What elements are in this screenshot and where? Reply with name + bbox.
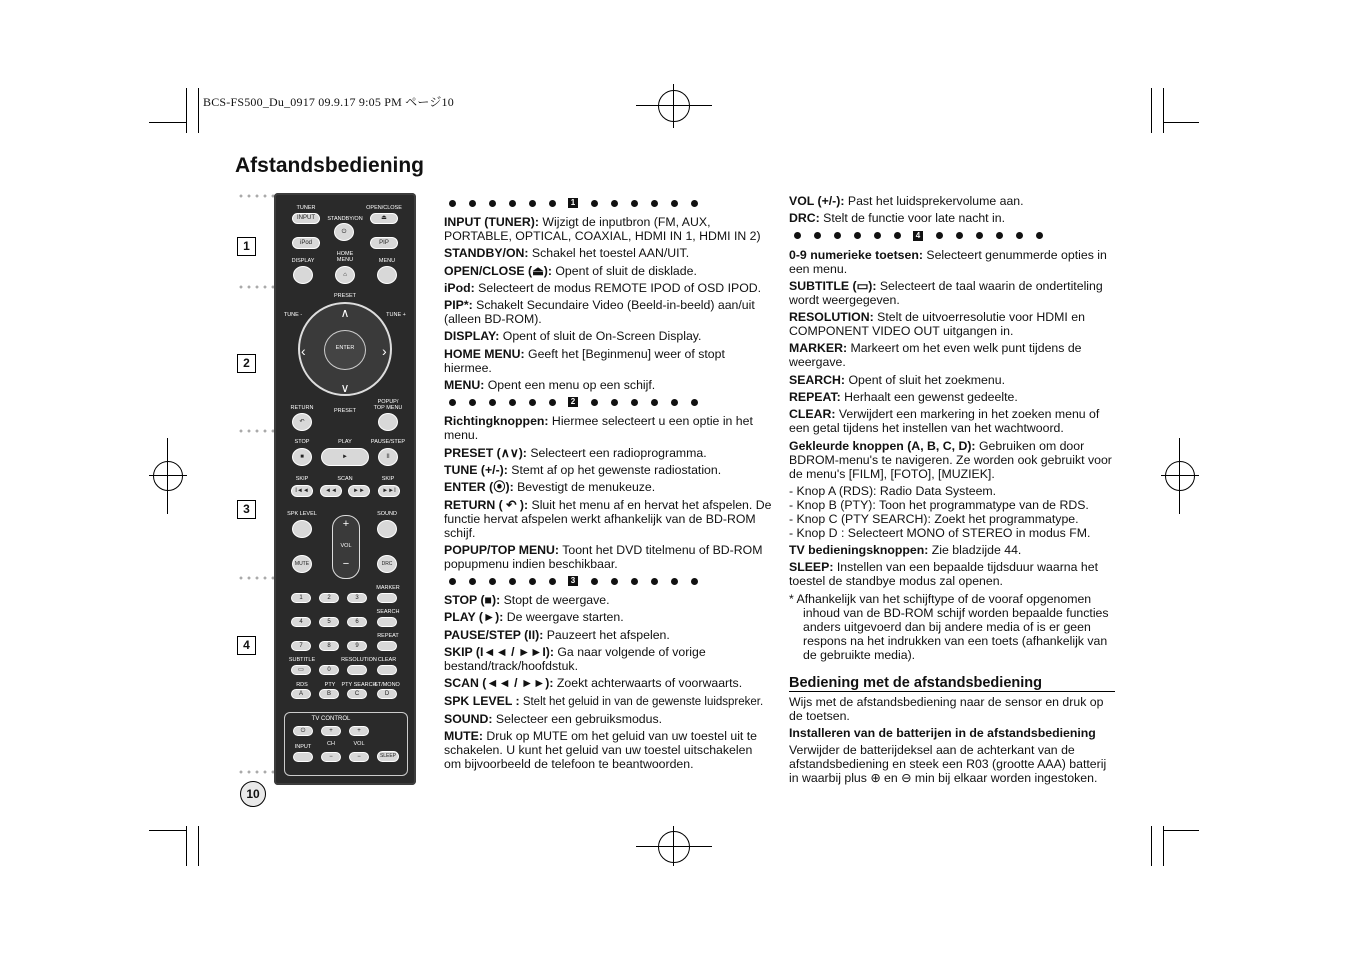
play-icon: ► bbox=[321, 448, 369, 466]
page-number: 10 bbox=[240, 781, 266, 807]
button-d: D bbox=[377, 689, 397, 699]
ch-up-icon: + bbox=[321, 726, 341, 736]
eject-icon: ⏏ bbox=[370, 213, 398, 224]
description-column-1 bbox=[444, 194, 772, 775]
tune-plus-label: TUNE + bbox=[386, 312, 406, 318]
desc-item: CLEAR: Verwijdert een markering in het zoeken menu of een getal tijdens het instellen van het wachtwoord. bbox=[789, 407, 1100, 436]
desc-item: INPUT (TUNER): Wijzigt de inputbron (FM, AUX, PORTABLE, OPTICAL, COAXIAL, HDMI IN 1, HDMI IN 2) bbox=[444, 215, 761, 243]
skip-back-icon: I◄◄ bbox=[291, 485, 313, 497]
vol-label: VOL bbox=[340, 543, 352, 549]
pause-icon: II bbox=[378, 448, 398, 466]
skip-right-label: SKIP bbox=[381, 476, 395, 482]
right-arrow-icon: › bbox=[382, 343, 387, 359]
spk-level-label: SPK LEVEL bbox=[287, 511, 317, 517]
desc-item: POPUP/TOP MENU: Toont het DVD titelmenu of BD-ROM popupmenu indien beschikbaar. bbox=[444, 542, 763, 571]
return-label: RETURN bbox=[290, 405, 314, 411]
tune-minus-label: TUNE - bbox=[283, 312, 303, 318]
list-item: - Knop C (PTY SEARCH): Zoekt het programmatype. bbox=[789, 511, 1079, 526]
menu-button bbox=[377, 266, 397, 284]
pause-label: PAUSE/STEP bbox=[370, 439, 406, 445]
st-mono-label: ST/MONO bbox=[374, 682, 400, 688]
tuner-label: TUNER bbox=[296, 205, 316, 211]
tv-input-button bbox=[293, 752, 313, 762]
desc-item: 0-9 numerieke toetsen: Selecteert genummerde opties in een menu. bbox=[789, 247, 1107, 276]
desc-item: SPK LEVEL : Stelt het geluid in van de gewenste luidspreker. bbox=[444, 693, 764, 708]
rds-label: RDS bbox=[296, 682, 308, 688]
desc-item: SCAN (◄◄ / ►►): Zoekt achterwaarts of voorwaarts. bbox=[444, 676, 743, 691]
knop-list bbox=[789, 484, 1115, 540]
section-number-2: 2 bbox=[237, 354, 256, 373]
left-arrow-icon: ‹ bbox=[301, 343, 306, 359]
resolution-label: RESOLUTION bbox=[341, 657, 377, 663]
desc-item: PLAY (►): De weergave starten. bbox=[444, 610, 624, 625]
button-a: A bbox=[291, 689, 311, 699]
desc-item: TUNE (+/-): Stemt af op het gewenste radiostation. bbox=[444, 462, 722, 477]
marker-button bbox=[377, 593, 397, 603]
button-c: C bbox=[347, 689, 367, 699]
plus-icon: + bbox=[342, 518, 350, 530]
digit-8: 8 bbox=[319, 641, 339, 651]
clear-label: CLEAR bbox=[377, 657, 397, 663]
desc-item: STANDBY/ON: Schakel het toestel AAN/UIT. bbox=[444, 246, 690, 261]
mute-button: MUTE bbox=[292, 555, 312, 573]
sleep-button: SLEEP bbox=[377, 751, 399, 762]
desc-item: STOP (■): Stopt de weergave. bbox=[444, 593, 610, 608]
tv-power-icon: ⏻ bbox=[293, 726, 313, 736]
desc-item: SEARCH: Opent of sluit het zoekmenu. bbox=[789, 372, 1005, 387]
enter-label: ENTER bbox=[335, 345, 355, 351]
section-number-4: 4 bbox=[237, 636, 256, 655]
desc-item: MARKER: Markeert om het even welk punt tijdens de weergave. bbox=[789, 341, 1082, 370]
section-separator-3: 3 bbox=[444, 574, 772, 588]
section-separator-1: 1 bbox=[444, 196, 772, 210]
skip-forward-icon: ►►I bbox=[378, 485, 400, 497]
section-number-1: 1 bbox=[237, 237, 256, 256]
tv-control-label: TV CONTROL bbox=[311, 716, 351, 722]
popup-label: POPUP/ TOP MENU bbox=[373, 399, 403, 411]
pty-search-label: PTY SEARCH bbox=[341, 682, 377, 688]
paragraph: Verwijder de batterijdeksel aan de achterkant van de afstandsbediening en steek een R03 (grootte AAA) batterij in waarbij plus ⊕ en ⊖ min bij elkaar worden ingestoken. bbox=[789, 743, 1107, 786]
pty-label: PTY bbox=[324, 682, 336, 688]
desc-item: PIP*: Schakelt Secundaire Video (Beeld-in-beeld) aan/uit (alleen BD-ROM). bbox=[444, 298, 755, 327]
digit-4: 4 bbox=[291, 617, 311, 627]
spk-level-button bbox=[292, 520, 312, 538]
tv-vol-up-icon: + bbox=[349, 726, 369, 736]
digit-1: 1 bbox=[291, 593, 311, 603]
repeat-label: REPEAT bbox=[377, 633, 399, 639]
search-label: SEARCH bbox=[376, 609, 400, 615]
play-label: PLAY bbox=[338, 439, 352, 445]
resolution-button bbox=[347, 665, 367, 675]
list-item: - Knop D : Selecteert MONO of STEREO in modus FM. bbox=[789, 525, 1091, 540]
drc-button: DRC bbox=[377, 555, 397, 573]
search-button bbox=[377, 617, 397, 627]
desc-item: REPEAT: Herhaalt een gewenst gedeelte. bbox=[789, 390, 1018, 405]
ipod-button: iPod bbox=[292, 237, 320, 249]
desc-item: SKIP (I◄◄ / ►►I): Ga naar volgende of vorige bestand/track/hoofdstuk. bbox=[444, 645, 706, 674]
menu-label: MENU bbox=[378, 258, 396, 264]
digit-5: 5 bbox=[319, 617, 339, 627]
desc-item: DRC: Stelt de functie voor late nacht in. bbox=[789, 211, 1005, 226]
section-number-3: 3 bbox=[237, 500, 256, 519]
desc-item: SLEEP: Instellen van een bepaalde tijdsduur waarna het toestel de standbye modus zal openen. bbox=[789, 560, 1098, 589]
desc-item: Gekleurde knoppen (A, B, C, D): Gebruiken om door BDROM-menu's te navigeren. Ze worden ook gebruikt voor de menu's [FILM], [FOTO], [MUZIEK]. bbox=[789, 438, 1112, 481]
digit-9: 9 bbox=[347, 641, 367, 651]
stop-label: STOP bbox=[294, 439, 310, 445]
digit-7: 7 bbox=[291, 641, 311, 651]
digit-0: 0 bbox=[319, 665, 339, 675]
skip-left-label: SKIP bbox=[295, 476, 309, 482]
section-heading: Bediening met de afstandsbediening bbox=[789, 676, 1115, 692]
clear-button bbox=[377, 665, 397, 675]
list-item: - Knop A (RDS): Radio Data Systeem. bbox=[789, 483, 997, 498]
input-button: INPUT bbox=[292, 213, 320, 224]
open-close-label: OPEN/CLOSE bbox=[366, 205, 402, 211]
tv-input-label: INPUT bbox=[294, 744, 312, 750]
scan-label: SCAN bbox=[337, 476, 353, 482]
desc-item: PAUSE/STEP (II): Pauzeert het afspelen. bbox=[444, 627, 670, 642]
return-icon: ↶ bbox=[292, 413, 312, 431]
tv-vol-label: VOL bbox=[353, 741, 365, 747]
section-separator-4: 4 bbox=[789, 229, 1115, 243]
paragraph: Wijs met de afstandsbediening naar de sensor en druk op de toetsen. bbox=[789, 694, 1104, 723]
enter-button bbox=[324, 330, 366, 370]
section-separator-2: 2 bbox=[444, 395, 772, 409]
home-menu-label: HOME MENU bbox=[336, 251, 354, 263]
volume-rocker bbox=[332, 515, 360, 579]
list-item: - Knop B (PTY): Toon het programmatype van de RDS. bbox=[789, 497, 1089, 512]
up-arrow-icon: ∧ bbox=[340, 306, 350, 320]
repeat-button bbox=[377, 641, 397, 651]
desc-item: RESOLUTION: Stelt de uitvoerresolutie voor HDMI en COMPONENT VIDEO OUT uitgangen in. bbox=[789, 310, 1085, 339]
tv-control-panel bbox=[284, 712, 408, 776]
subtitle-label: SUBTITLE bbox=[288, 657, 316, 663]
button-b: B bbox=[319, 689, 339, 699]
page-title: Afstandsbediening bbox=[235, 154, 425, 177]
tv-vol-down-icon: − bbox=[349, 752, 369, 762]
forward-icon: ►► bbox=[348, 485, 370, 497]
sound-label: SOUND bbox=[377, 511, 397, 517]
pip-button: PIP bbox=[370, 237, 398, 249]
power-icon: ⏻ bbox=[334, 223, 354, 241]
display-label: DISPLAY bbox=[291, 258, 315, 264]
desc-item: Richtingknoppen: Hiermee selecteert u een optie in het menu. bbox=[444, 414, 753, 443]
standby-label: STANDBY/ON bbox=[327, 216, 363, 222]
desc-item: RETURN ( ↶ ): Sluit het menu af en hervat het afspelen. De functie hervat afspelen werkt afhankelijk van de BD-ROM schijf. bbox=[444, 497, 772, 540]
minus-icon: − bbox=[342, 558, 350, 570]
desc-item: TV bedieningsknoppen: Zie bladzijde 44. bbox=[789, 542, 1022, 557]
preset-bottom-label: PRESET bbox=[333, 408, 357, 414]
desc-item: PRESET (∧∨): Selecteert een radioprogramma. bbox=[444, 445, 707, 460]
desc-item: SOUND: Selecteer een gebruiksmodus. bbox=[444, 711, 663, 726]
desc-item: SUBTITLE (▭): Selecteert de taal waarin de ondertiteling wordt weergegeven. bbox=[789, 278, 1103, 307]
print-header: BCS-FS500_Du_0917 09.9.17 9:05 PM ページ10 bbox=[203, 95, 454, 109]
desc-item: MENU: Opent een menu op een schijf. bbox=[444, 378, 656, 393]
desc-item: ENTER (⦿): Bevestigt de menukeuze. bbox=[444, 480, 656, 495]
stop-icon: ■ bbox=[292, 448, 312, 466]
ch-down-icon: − bbox=[321, 752, 341, 762]
marker-label: MARKER bbox=[376, 585, 400, 591]
desc-item: HOME MENU: Geeft het [Beginmenu] weer of stopt hiermee. bbox=[444, 346, 725, 375]
digit-3: 3 bbox=[347, 593, 367, 603]
down-arrow-icon: ∨ bbox=[340, 381, 350, 395]
desc-item: iPod: Selecteert de modus REMOTE IPOD of OSD IPOD. bbox=[444, 280, 762, 295]
digit-2: 2 bbox=[319, 593, 339, 603]
remote-control-illustration bbox=[274, 193, 416, 785]
digit-6: 6 bbox=[347, 617, 367, 627]
desc-item: MUTE: Druk op MUTE om het geluid van uw toestel uit te schakelen. U kunt het geluid van uw toestel uitschakelen om bijvoorbeeld de telefoon te beantwoorden. bbox=[444, 729, 758, 772]
display-button bbox=[293, 266, 313, 284]
footnote: * Afhankelijk van het schijftype of de vooraf opgenomen inhoud van de BD-ROM schijf worden bepaalde functies anders uitgevoerd dan bij andere media of is er geen respons na het indrukken van een toets (afhankelijk van de gebruikte media). bbox=[789, 591, 1109, 662]
ch-label: CH bbox=[327, 741, 335, 747]
preset-top-label: PRESET bbox=[333, 293, 357, 299]
desc-item: VOL (+/-): Past het luidsprekervolume aan. bbox=[789, 194, 1024, 208]
subtitle-icon: ▭ bbox=[291, 665, 311, 675]
desc-item: DISPLAY: Opent of sluit de On-Screen Display. bbox=[444, 329, 702, 344]
rewind-icon: ◄◄ bbox=[320, 485, 342, 497]
sound-button bbox=[377, 520, 397, 538]
popup-button bbox=[378, 413, 398, 431]
desc-item: OPEN/CLOSE (⏏): Opent of sluit de disklade. bbox=[444, 263, 697, 278]
description-column-2 bbox=[789, 194, 1115, 788]
home-icon: ⌂ bbox=[335, 266, 355, 284]
subsection-heading: Installeren van de batterijen in de afstandsbediening bbox=[789, 725, 1096, 740]
